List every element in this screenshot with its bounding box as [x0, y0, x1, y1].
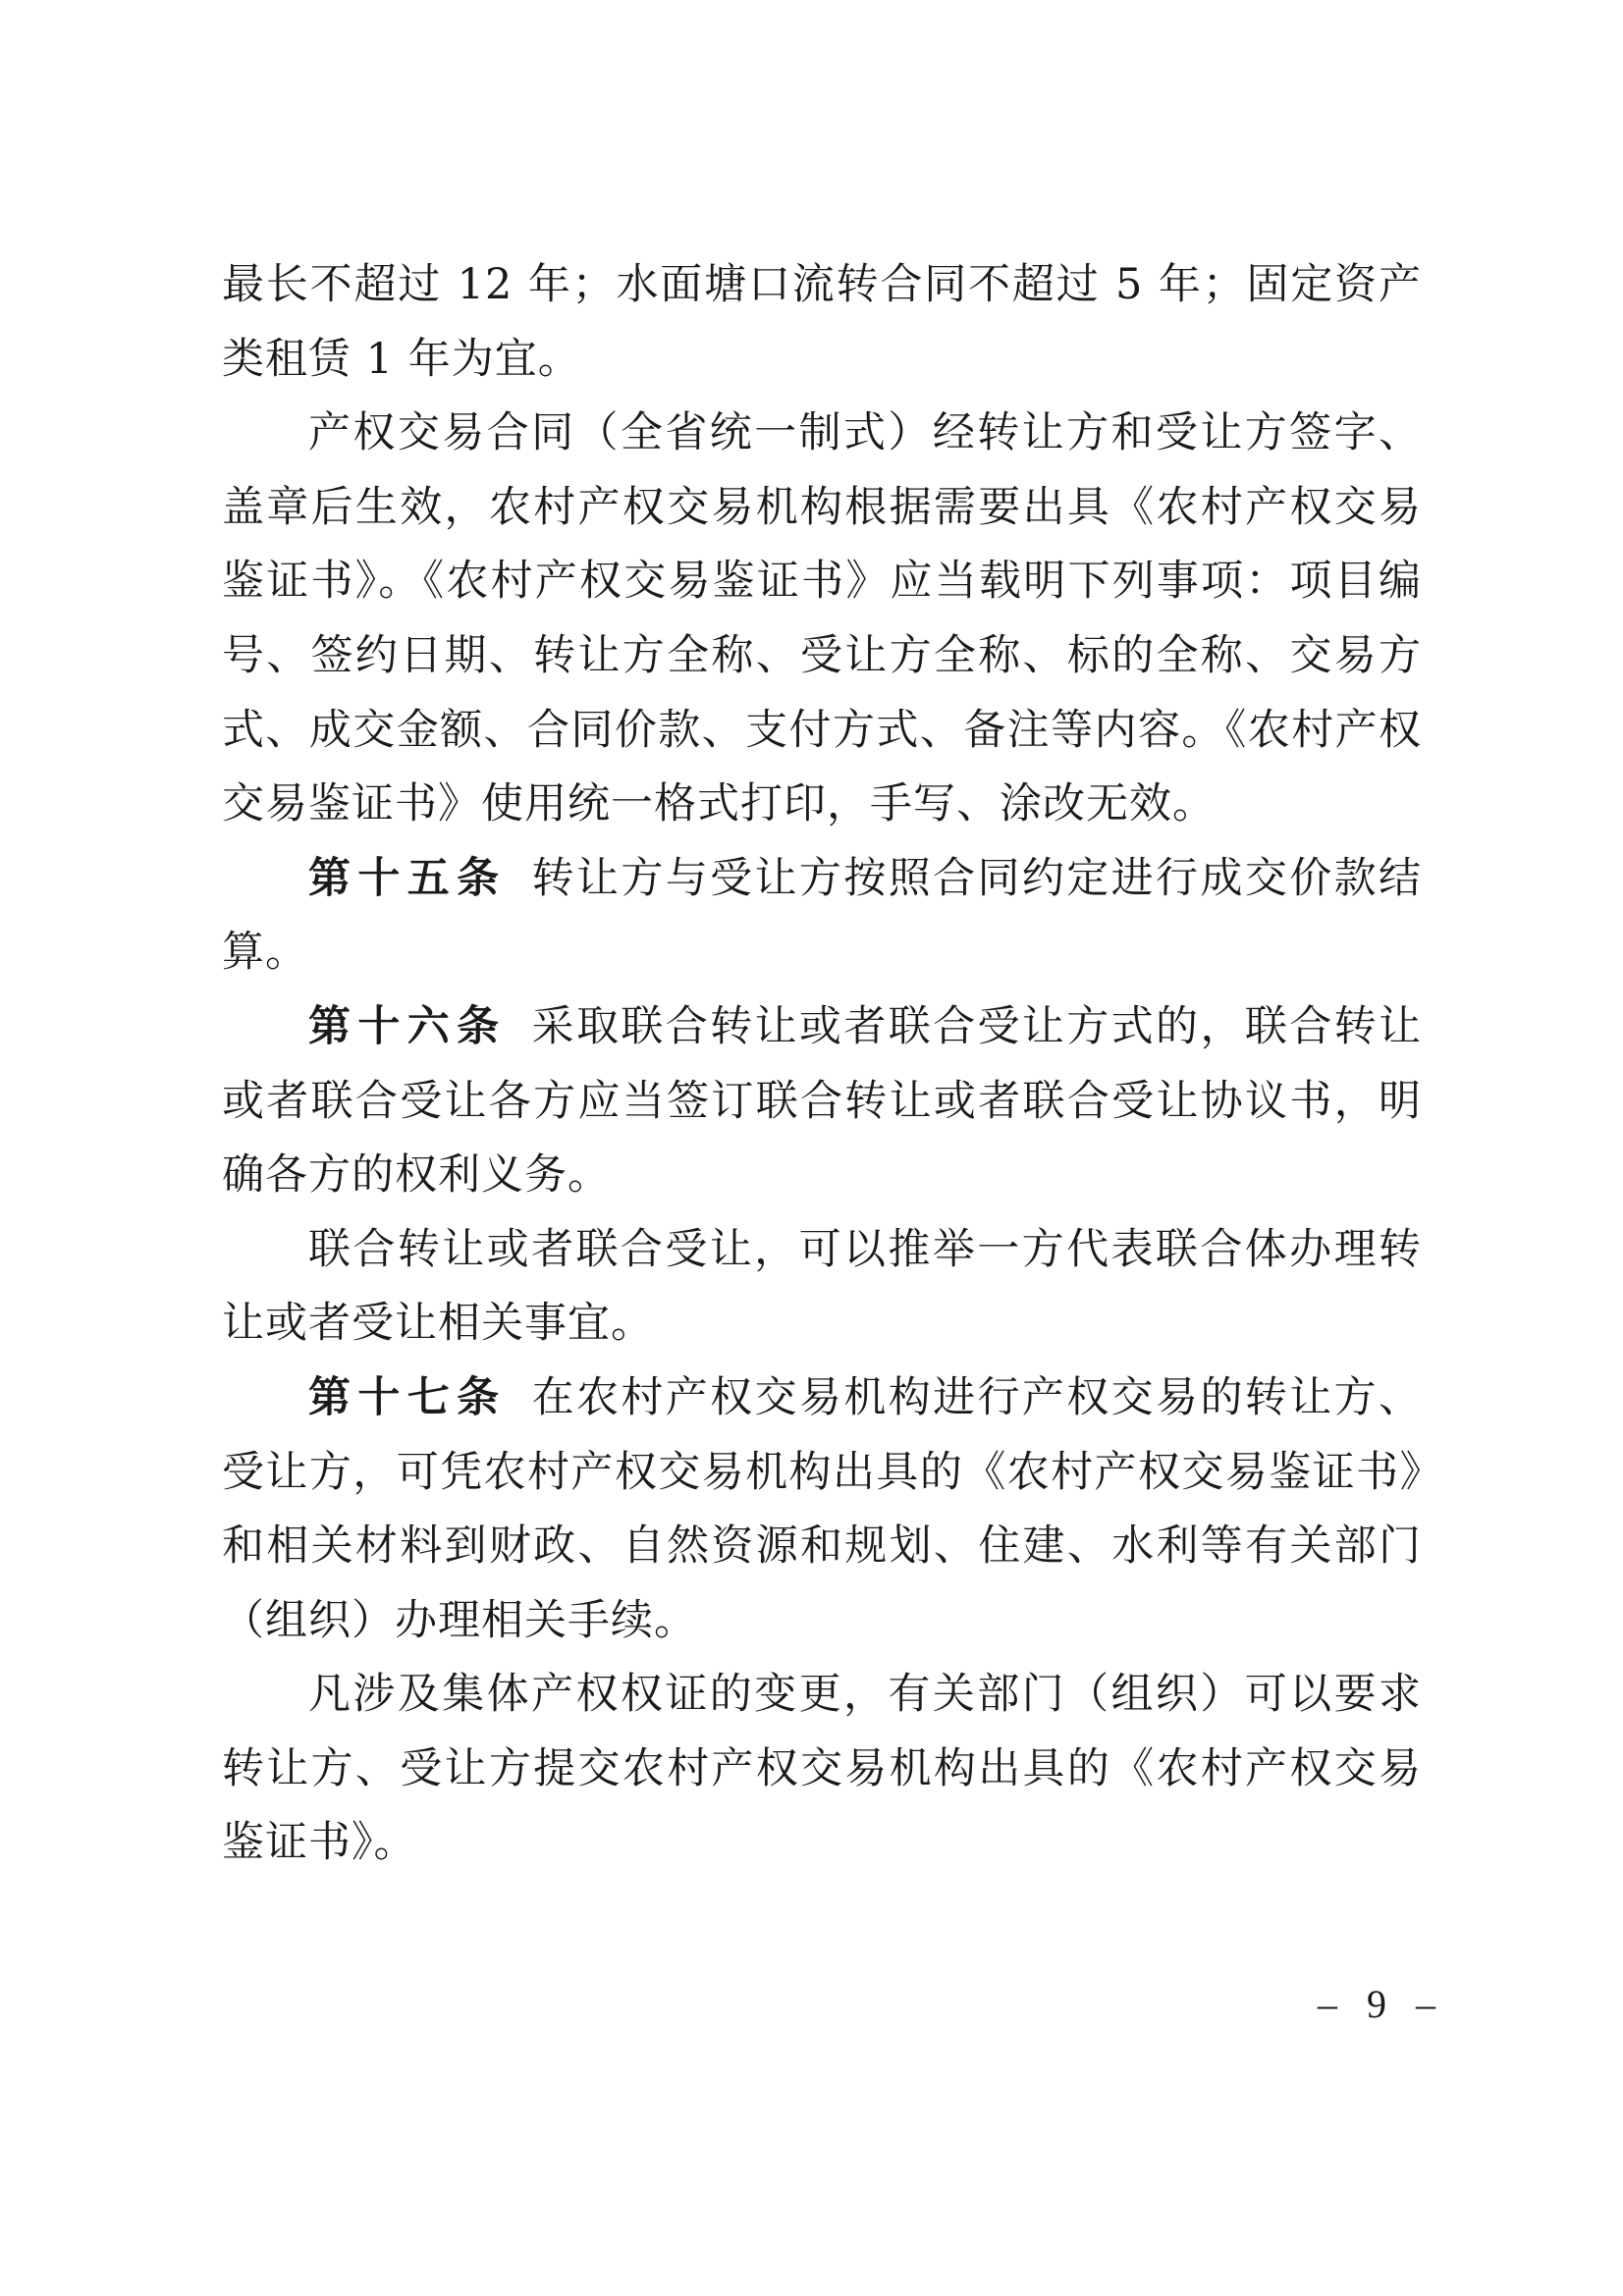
article-17	[222, 1362, 1422, 1658]
article-number: 第十六条	[308, 1001, 507, 1051]
paragraph-certificate-change	[222, 1658, 1422, 1881]
article-number: 第十七条	[308, 1372, 507, 1422]
paragraph-text: 凡涉及集体产权权证的变更，有关部门（组织）可以要求转让方、受让方提交农村产权交易机构出具的《农村产权交易鉴证书》。	[222, 1670, 1422, 1868]
paragraph-text: 转让方与受让方按照合同约定进行成交价款结算。	[222, 853, 1423, 978]
document-body	[222, 248, 1422, 1881]
paragraph-joint-representative	[222, 1213, 1422, 1362]
article-16	[222, 990, 1422, 1213]
paragraph-text: 采取联合转让或者联合受让方式的，联合转让或者联合受让各方应当签订联合转让或者联合受让协议书，明确各方的权利义务。	[222, 1001, 1423, 1201]
paragraph-text: 最长不超过 12 年；水面塘口流转合同不超过 5 年；固定资产类租赁 1 年为宜。	[222, 260, 1422, 384]
article-15	[222, 842, 1422, 990]
paragraph-text: 在农村产权交易机构进行产权交易的转让方、受让方，可凭农村产权交易机构出具的《农村产权交易鉴证书》和相关材料到财政、自然资源和规划、住建、水利等有关部门（组织）办理相关手续。	[222, 1372, 1423, 1645]
page-number: – 9 –	[1318, 1982, 1445, 2026]
paragraph-contract-term	[222, 248, 1422, 397]
paragraph-text: 联合转让或者联合受让，可以推举一方代表联合体办理转让或者受让相关事宜。	[222, 1224, 1422, 1349]
article-number: 第十五条	[308, 853, 507, 903]
paragraph-text: 产权交易合同（全省统一制式）经转让方和受让方签字、盖章后生效，农村产权交易机构根据需要出具《农村产权交易鉴证书》。《农村产权交易鉴证书》应当载明下列事项：项目编号、签约日期、转让方全称、受让方全称、标的全称、交易方式、成交金额、合同价款、支付方式、备注等内容。《农村产权交易鉴证书》使用统一格式打印，手写、涂改无效。	[222, 408, 1422, 829]
paragraph-contract-effect	[222, 397, 1422, 842]
